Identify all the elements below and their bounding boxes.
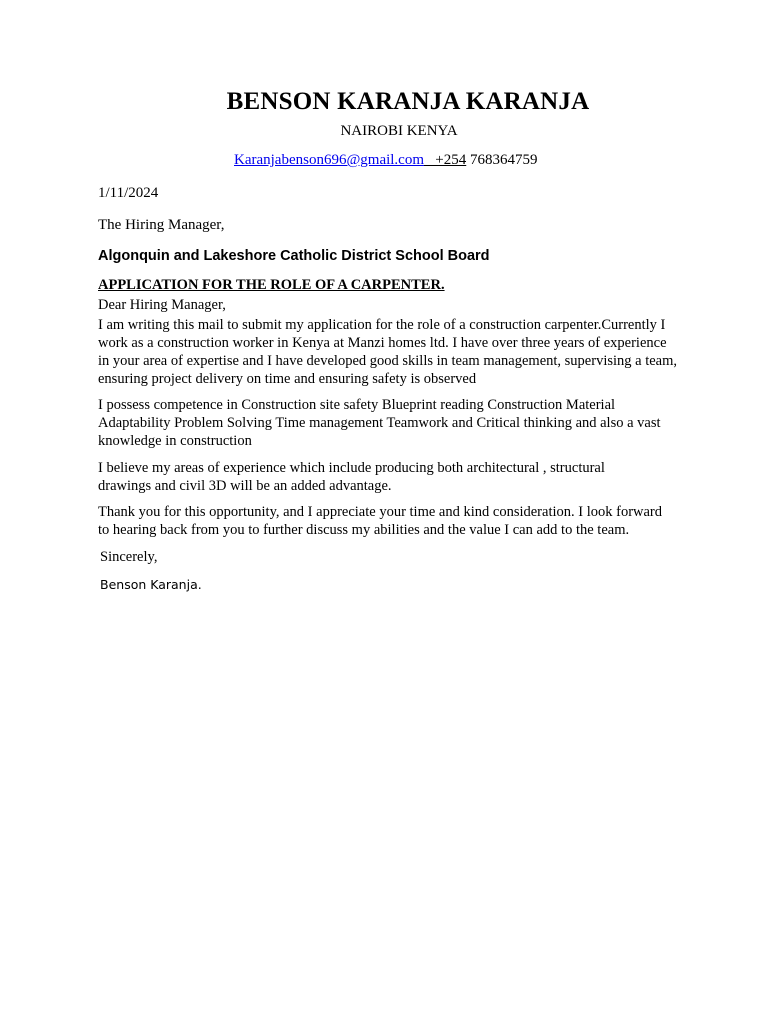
salutation: Dear Hiring Manager, (98, 297, 226, 313)
phone-number: 768364759 (466, 152, 538, 168)
body-paragraph: I believe my areas of experience which include producing both architectural , structural drawings and civil 3D will be an added advantage. (98, 460, 605, 494)
closing-line: Sincerely, (100, 549, 158, 565)
phone-country-code: +254 (424, 152, 467, 168)
letter-date: 1/11/2024 (98, 185, 159, 201)
letter-subject: APPLICATION FOR THE ROLE OF A CARPENTER. (98, 277, 445, 293)
organization-name: Algonquin and Lakeshore Catholic District School Board (98, 248, 490, 264)
recipient-line: The Hiring Manager, (98, 217, 225, 233)
applicant-name: BENSON KARANJA KARANJA (226, 88, 590, 115)
contact-line (234, 152, 537, 169)
body-paragraph: I possess competence in Construction site safety Blueprint reading Construction Material Adaptability Problem Solving Time management Teamwork and Critical thinking and also a vast knowledge in construction (98, 397, 661, 449)
body-paragraph: Thank you for this opportunity, and I appreciate your time and kind consideration. I look forward to hearing back from you to further discuss my abilities and the value I can add to the team. (98, 504, 663, 538)
email-link[interactable]: Karanjabenson696@gmail.com (234, 152, 425, 168)
applicant-location: NAIROBI KENYA (340, 123, 458, 139)
signature-name: Benson Karanja. (100, 577, 202, 592)
body-paragraph: I am writing this mail to submit my application for the role of a construction carpenter.Currently I work as a construction worker in Kenya at Manzi homes ltd. I have over three years of experience in your area of expertise and I have developed good skills in team management, supervising a team, ensuring project delivery on time and ensuring safety is observed (98, 317, 678, 387)
